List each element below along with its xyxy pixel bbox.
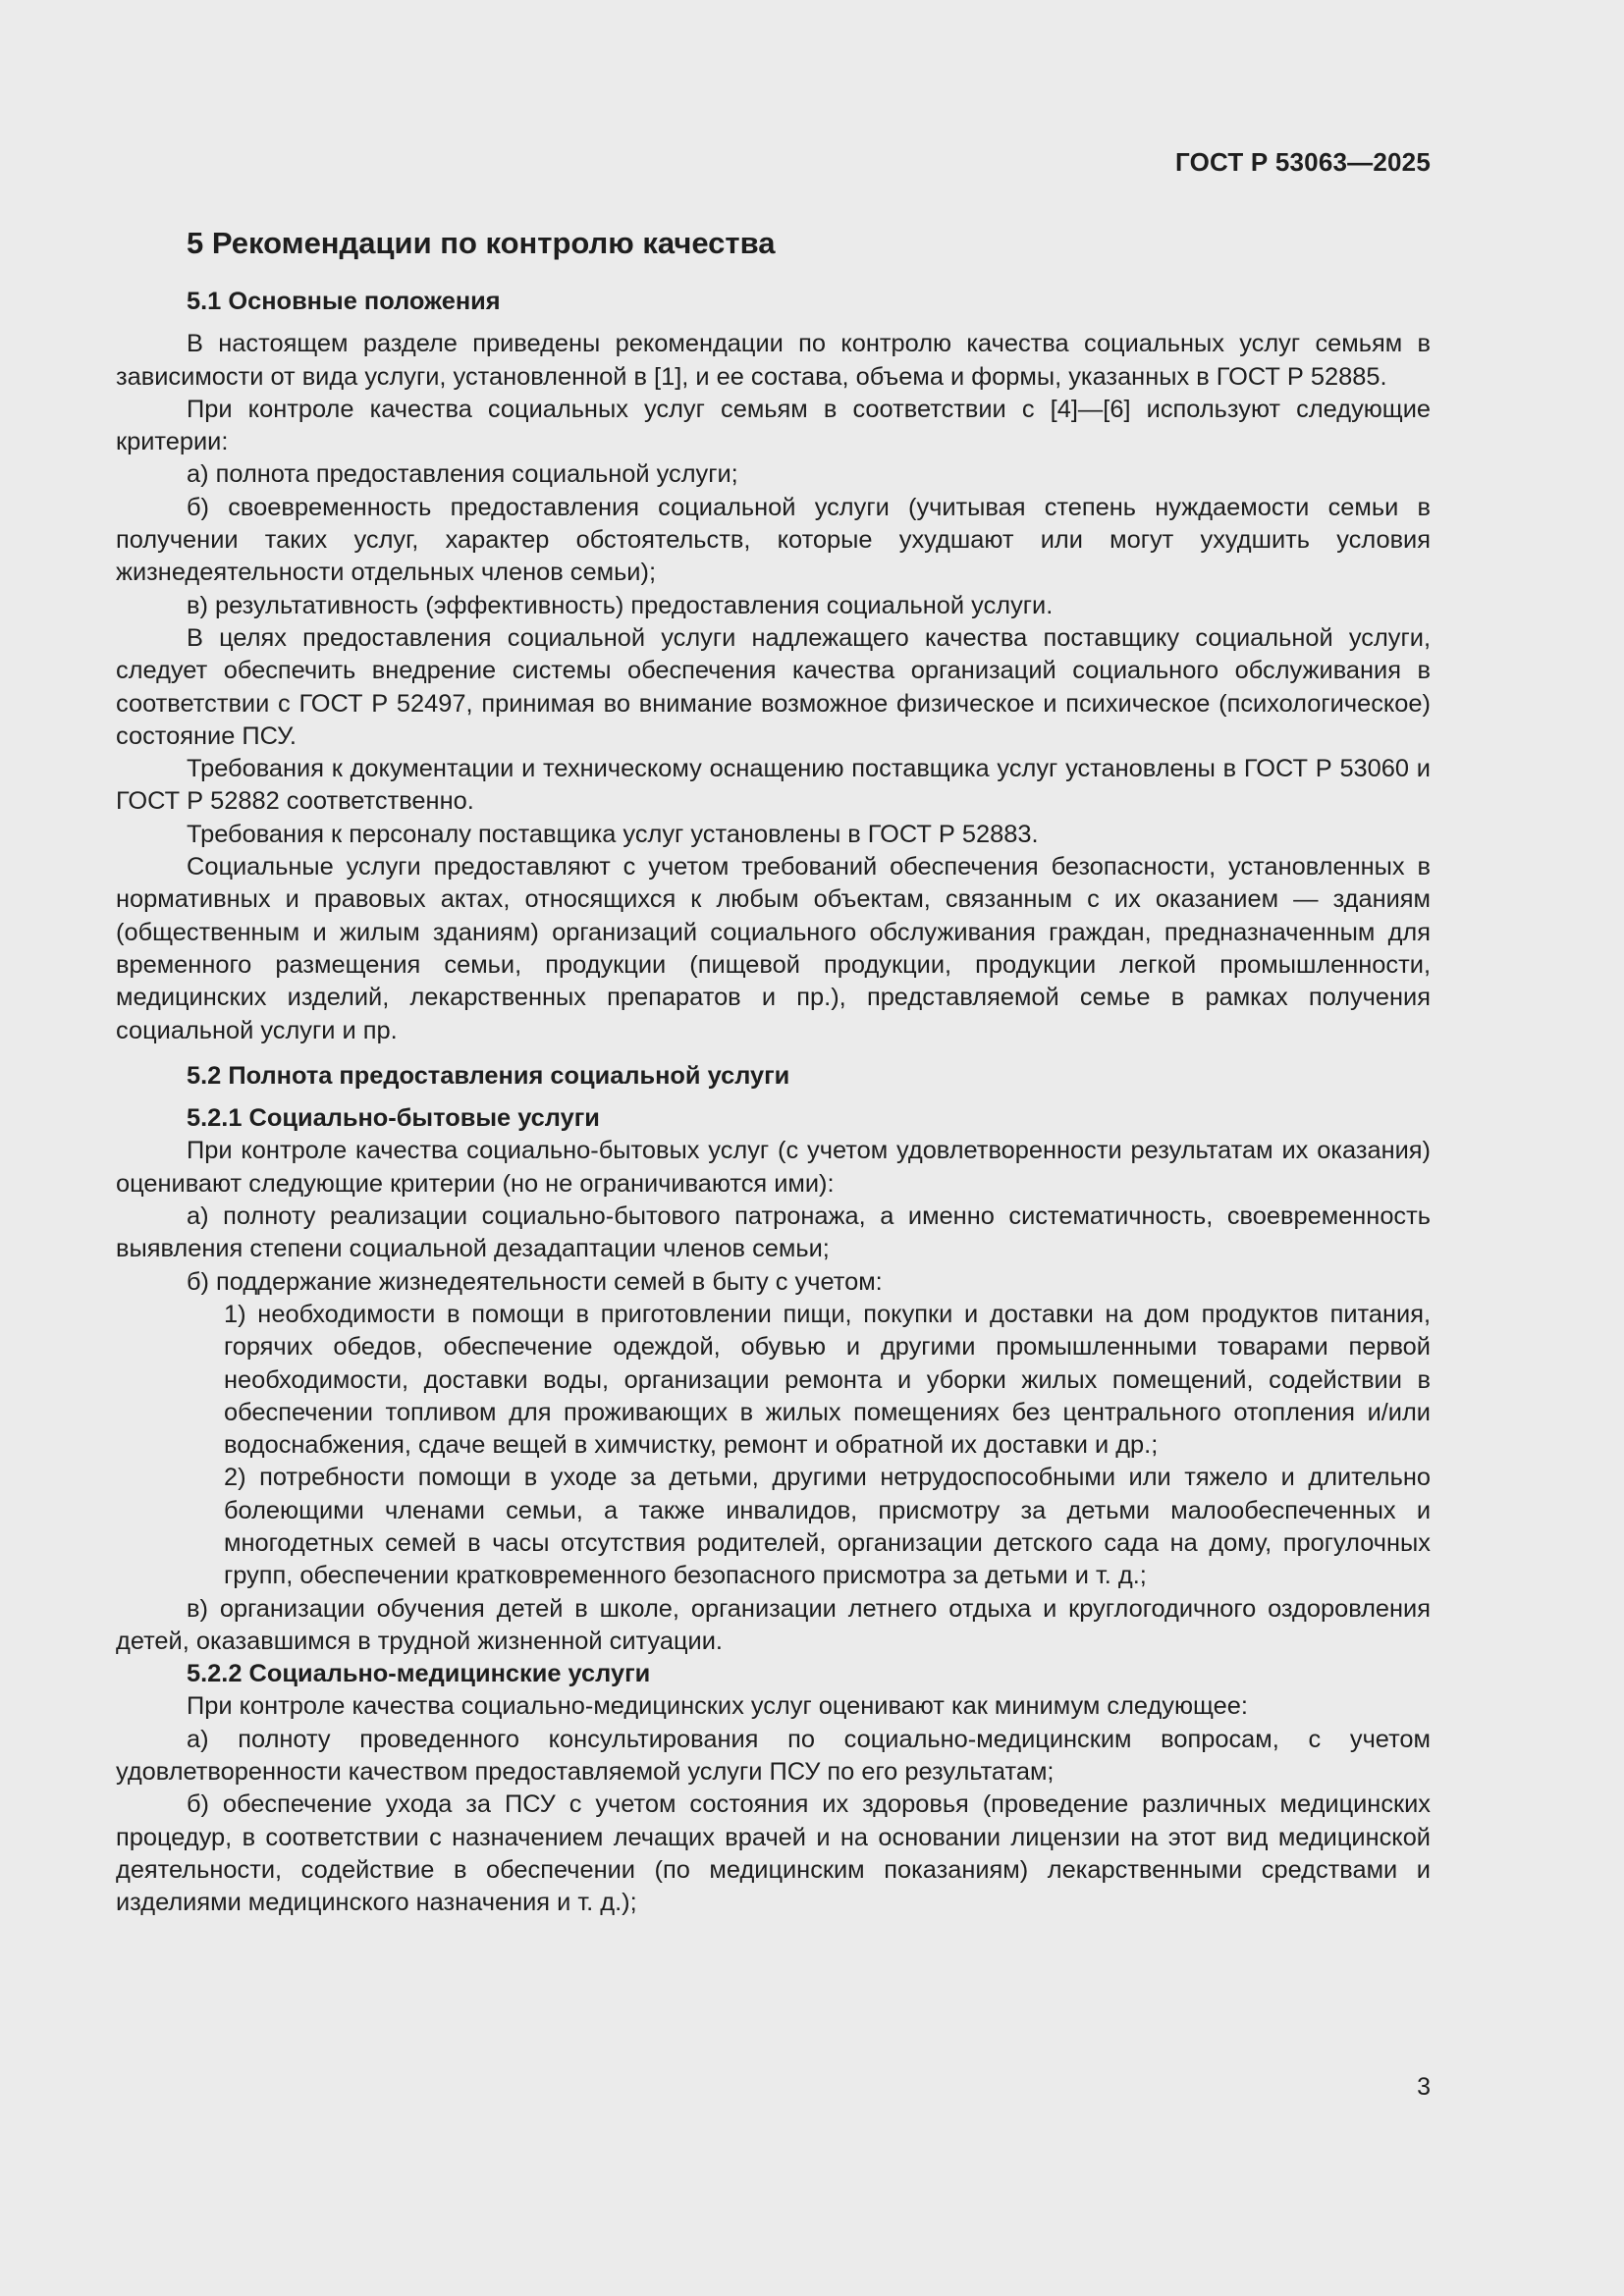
section-5-2-1-title: 5.2.1 Социально-бытовые услуги: [187, 1104, 600, 1133]
document-body: [116, 218, 1431, 1920]
section-5-title: 5 Рекомендации по контролю качества: [187, 226, 776, 260]
list-item: а) полнота предоставления социальной услуги;: [187, 460, 738, 489]
list-item: а) полноту реализации социально-бытового патронажа, а именно систематичность, своевременность выявления степени социальной дезадаптации членов семьи;: [116, 1202, 1431, 1263]
page-number: 3: [1417, 2073, 1431, 2101]
paragraph: При контроле качества социальных услуг семьям в соответствии с [4]—[6] используют следующие критерии:: [116, 395, 1431, 456]
list-item: в) организации обучения детей в школе, организации летнего отдыха и круглогодичного оздоровления детей, оказавшимся в трудной жизненной ситуации.: [116, 1594, 1431, 1655]
paragraph: Требования к персоналу поставщика услуг установлены в ГОСТ Р 52883.: [187, 820, 1039, 848]
paragraph: В целях предоставления социальной услуги надлежащего качества поставщику социальной услуги, следует обеспечить внедрение системы обеспечения качества организаций социального обслуживания в соответствии с ГОСТ Р 52497, принимая во внимание возможное физическое и психическое (психологическое) состояние ПСУ.: [116, 623, 1431, 750]
section-5-2-2-title: 5.2.2 Социально-медицинские услуги: [187, 1660, 651, 1688]
paragraph: Социальные услуги предоставляют с учетом требований обеспечения безопасности, установленных в нормативных и правовых актах, относящихся к любым объектам, связанным с их оказанием — зданиям (общественным и жилым зданиям) организаций социального обслуживания граждан, предназначенным для временного размещения семьи, продукции (пищевой продукции, продукции легкой промышленности, медицинских изделий, лекарственных препаратов и пр.), представляемой семье в рамках получения социальной услуги и пр.: [116, 853, 1431, 1044]
list-item: б) обеспечение ухода за ПСУ с учетом состояния их здоровья (проведение различных медицинских процедур, в соответствии с назначением лечащих врачей и на основании лицензии на этот вид медицинской деятельности, содействие в обеспечении (по медицинским показаниям) лекарственными средствами и изделиями медицинского назначения и т. д.);: [116, 1790, 1431, 1917]
list-item: а) полноту проведенного консультирования по социально-медицинским вопросам, с учетом удовлетворенности качеством предоставляемой услуги ПСУ по его результатам;: [116, 1725, 1431, 1787]
paragraph: В настоящем разделе приведены рекомендации по контролю качества социальных услуг семьям в зависимости от вида услуги, установленной в [1], и ее состава, объема и формы, указанных в ГОСТ Р 52885.: [116, 330, 1431, 391]
paragraph: Требования к документации и техническому оснащению поставщика услуг установлены в ГОСТ Р 53060 и ГОСТ Р 52882 соответственно.: [116, 755, 1431, 816]
paragraph: При контроле качества социально-бытовых услуг (с учетом удовлетворенности результатам их оказания) оценивают следующие критерии (но не ограничиваются ими):: [116, 1137, 1431, 1198]
sub-list-item: 2) потребности помощи в уходе за детьми, другими нетрудоспособными или тяжело и длительно болеющими членами семьи, а также инвалидов, присмотру за детьми малообеспеченных и многодетных семей в часы отсутствия родителей, организации детского сада на дому, прогулочных групп, обеспечении кратковременного безопасного присмотра за детьми и т. д.;: [224, 1464, 1431, 1590]
section-5-1-title: 5.1 Основные положения: [187, 288, 501, 315]
list-item: б) поддержание жизнедеятельности семей в быту с учетом:: [187, 1267, 883, 1296]
list-item: в) результативность (эффективность) предоставления социальной услуги.: [187, 591, 1054, 619]
section-5-2-title: 5.2 Полнота предоставления социальной услуги: [187, 1061, 790, 1090]
document-code-header: ГОСТ Р 53063—2025: [1175, 147, 1431, 177]
list-item: б) своевременность предоставления социальной услуги (учитывая степень нуждаемости семьи в получении таких услуг, характер обстоятельств, которые ухудшают или могут ухудшить условия жизнедеятельности отдельных членов семьи);: [116, 493, 1431, 587]
sub-list-item: 1) необходимости в помощи в приготовлении пищи, покупки и доставки на дом продуктов питания, горячих обедов, обеспечение одеждой, обувью и другими промышленными товарами первой необходимости, доставки воды, организации ремонта и уборки жилых помещений, содействии в обеспечении топливом для проживающих в жилых помещениях без центрального отопления и/или водоснабжения, сдаче вещей в химчистку, ремонт и обратной их доставки и др.;: [224, 1300, 1431, 1460]
paragraph: При контроле качества социально-медицинских услуг оценивают как минимум следующее:: [187, 1692, 1248, 1721]
